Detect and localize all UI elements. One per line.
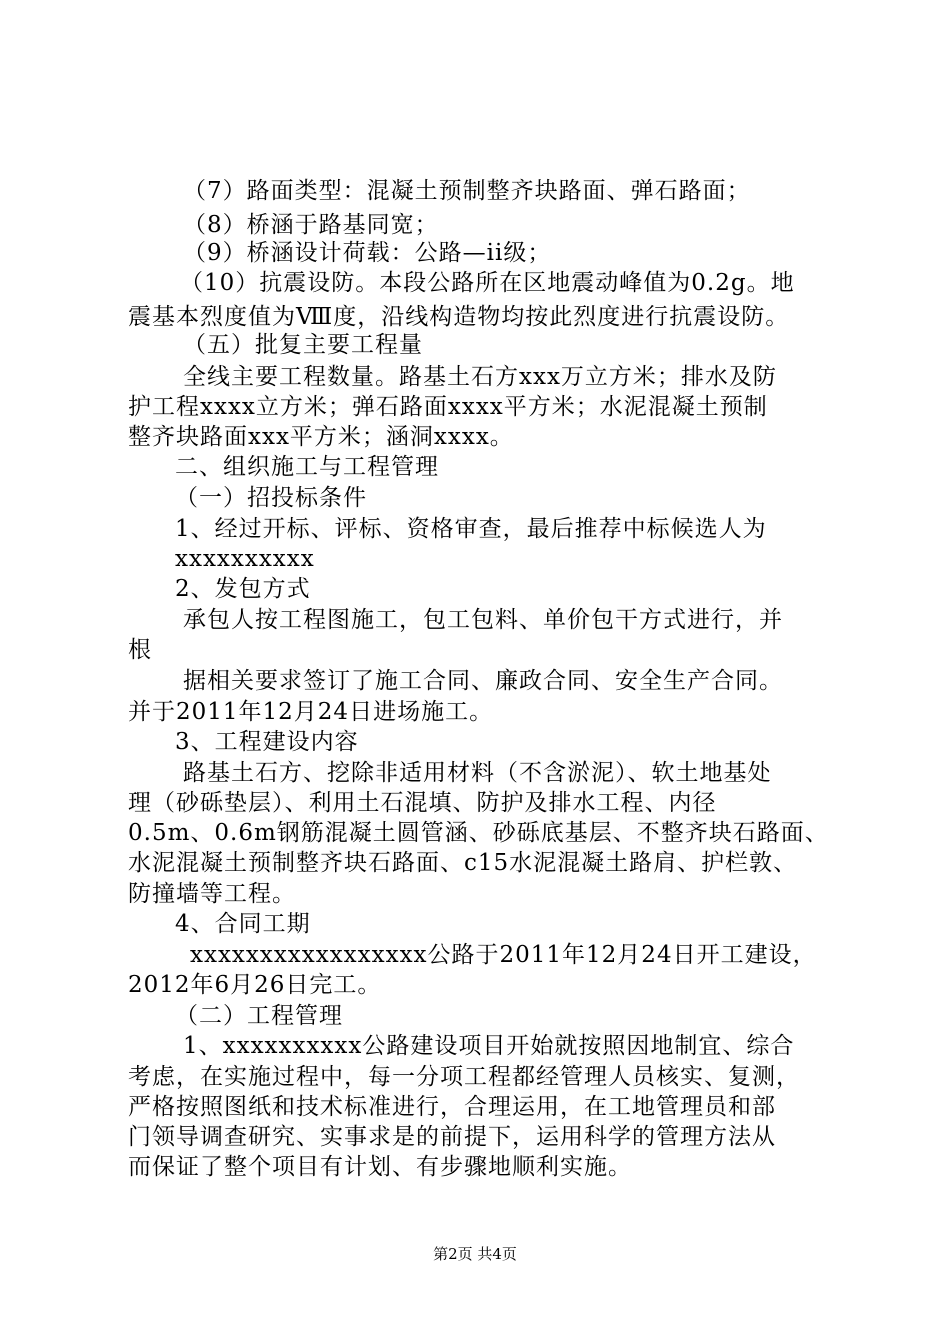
text-line: （7）路面类型：混凝土预制整齐块路面、弹石路面； [183,178,751,204]
section-heading: （五）批复主要工程量 [183,332,423,358]
text-line: 门领导调查研究、实事求是的前提下，运用科学的管理方法从 [128,1124,776,1150]
text-line: 水泥混凝土预制整齐块石路面、c15水泥混凝土路肩、护栏敦、 [128,850,798,876]
text-line: 根 [128,637,152,663]
text-line: 并于2011年12月24日进场施工。 [128,699,494,725]
text-line: 全线主要工程数量。路基土石方xxx万立方米；排水及防 [183,364,777,390]
section-heading: （一）招投标条件 [175,485,367,511]
text-line: 承包人按工程图施工，包工包料、单价包干方式进行，并 [183,607,783,633]
text-line: 防撞墙等工程。 [128,881,296,907]
text-line: 整齐块路面xxx平方米；涵洞xxxx。 [128,424,514,450]
page-footer: 第2页 共4页 [433,1245,517,1263]
text-line: 震基本烈度值为Ⅷ度，沿线构造物均按此烈度进行抗震设防。 [128,304,790,330]
section-heading: 3、工程建设内容 [175,729,359,755]
text-line: （9）桥涵设计荷载：公路—ii级； [183,240,552,266]
text-line: xxxxxxxxxxxxxxxxx公路于2011年12月24日开工建设， [190,942,817,968]
text-line: 0.5m、0.6m钢筋混凝土圆管涵、砂砾底基层、不整齐块石路面、 [128,820,829,846]
text-line: 1、经过开标、评标、资格审查，最后推荐中标候选人为 [175,516,767,542]
text-line: 据相关要求签订了施工合同、廉政合同、安全生产合同。 [183,668,783,694]
text-line: （10）抗震设防。本段公路所在区地震动峰值为0.2g。地 [180,270,795,296]
text-line: 考虑，在实施过程中，每一分项工程都经管理人员核实、复测， [128,1064,800,1090]
section-heading: （二）工程管理 [175,1003,343,1029]
text-line: 路基土石方、挖除非适用材料（不含淤泥）、软土地基处 [183,760,772,786]
text-line: 理（砂砾垫层）、利用土石混填、防护及排水工程、内径 [128,790,717,816]
text-line: 1、xxxxxxxxxx公路建设项目开始就按照因地制宜、综合 [183,1033,795,1059]
text-line: 严格按照图纸和技术标准进行，合理运用，在工地管理员和部 [128,1094,776,1120]
text-line: （8）桥涵于路基同宽； [183,212,439,238]
section-heading: 2、发包方式 [175,576,311,602]
text-line: xxxxxxxxxx [175,546,315,572]
section-heading: 4、合同工期 [175,911,311,937]
section-heading: 二、组织施工与工程管理 [175,454,439,480]
text-line: 而保证了整个项目有计划、有步骤地顺利实施。 [128,1154,632,1180]
text-line: 护工程xxxx立方米；弹石路面xxxx平方米；水泥混凝土预制 [128,394,768,420]
text-line: 2012年6月26日完工。 [128,972,382,998]
